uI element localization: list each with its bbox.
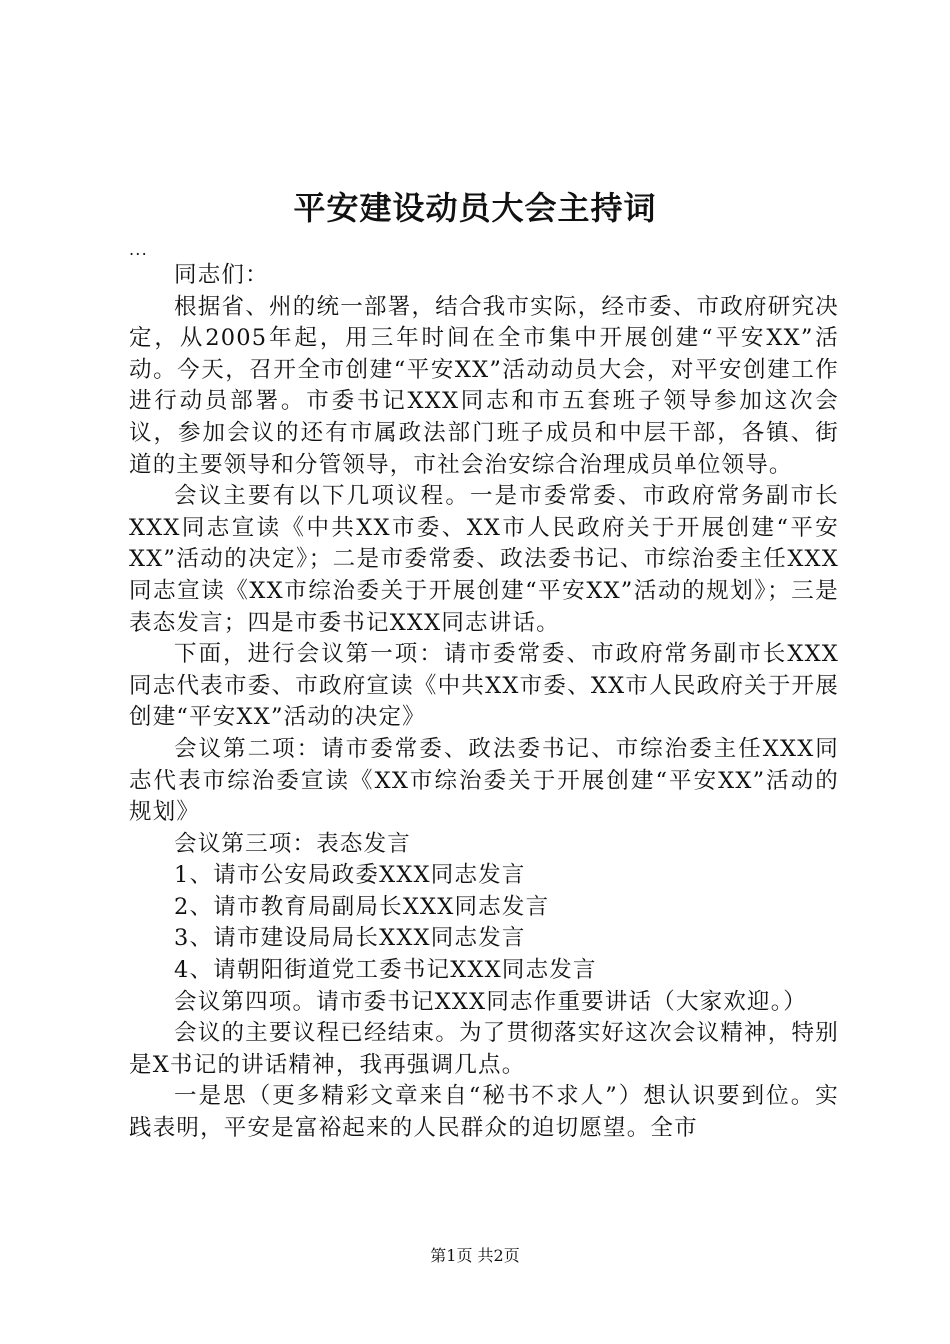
ellipsis-line: ... [129,240,148,259]
list-item-speaker-1: 1、请市公安局政委XXX同志发言 [174,862,526,889]
list-item-speaker-2: 2、请市教育局副局长XXX同志发言 [174,893,550,920]
document-title: 平安建设动员大会主持词 [293,189,657,227]
paragraph-item-three: 会议第三项：表态发言 [174,830,412,857]
paragraph-point-one: 一是思（更多精彩文章来自“秘书不求人”）想认识要到位。实践表明，平安是富裕起来的人民群众的迫切愿望。全市 [129,1083,839,1142]
document-body [129,240,839,1145]
paragraph-item-four: 会议第四项。请市委书记XXX同志作重要讲话（大家欢迎。） [174,988,807,1015]
list-item-speaker-4: 4、请朝阳街道党工委书记XXX同志发言 [174,957,597,984]
page-footer: 第1页 共2页 [430,1246,520,1265]
paragraph-intro: 根据省、州的统一部署，结合我市实际，经市委、市政府研究决定，从2005年起，用三年时间在全市集中开展创建“平安XX”活动。今天，召开全市创建“平安XX”活动动员大会，对平安创建工作进行动员部署。市委书记XXX同志和市五套班子领导参加这次会议，参加会议的还有市属政法部门班子成员和中层干部，各镇、街道的主要领导和分管领导，市社会治安综合治理成员单位领导。 [129,293,839,478]
paragraph-closing: 会议的主要议程已经结束。为了贯彻落实好这次会议精神，特别是X书记的讲话精神，我再强调几点。 [129,1020,839,1078]
paragraph-item-one: 下面，进行会议第一项：请市委常委、市政府常务副市长XXX同志代表市委、市政府宣读《中共XX市委、XX市人民政府关于开展创建“平安XX”活动的决定》 [129,641,839,731]
paragraph-salutation: 同志们： [174,262,269,288]
list-item-speaker-3: 3、请市建设局局长XXX同志发言 [174,925,526,952]
paragraph-item-two: 会议第二项：请市委常委、政法委书记、市综治委主任XXX同志代表市综治委宣读《XX市综治委关于开展创建“平安XX”活动的规划》 [129,735,839,826]
paragraph-agenda: 会议主要有以下几项议程。一是市委常委、市政府常务副市长XXX同志宣读《中共XX市委、XX市人民政府关于开展创建“平安XX”活动的决定》；二是市委常委、政法委书记、市综治委主任XXX同志宣读《XX市综治委关于开展创建“平安XX”活动的规划》；三是表态发言；四是市委书记XXX同志讲话。 [129,483,839,636]
